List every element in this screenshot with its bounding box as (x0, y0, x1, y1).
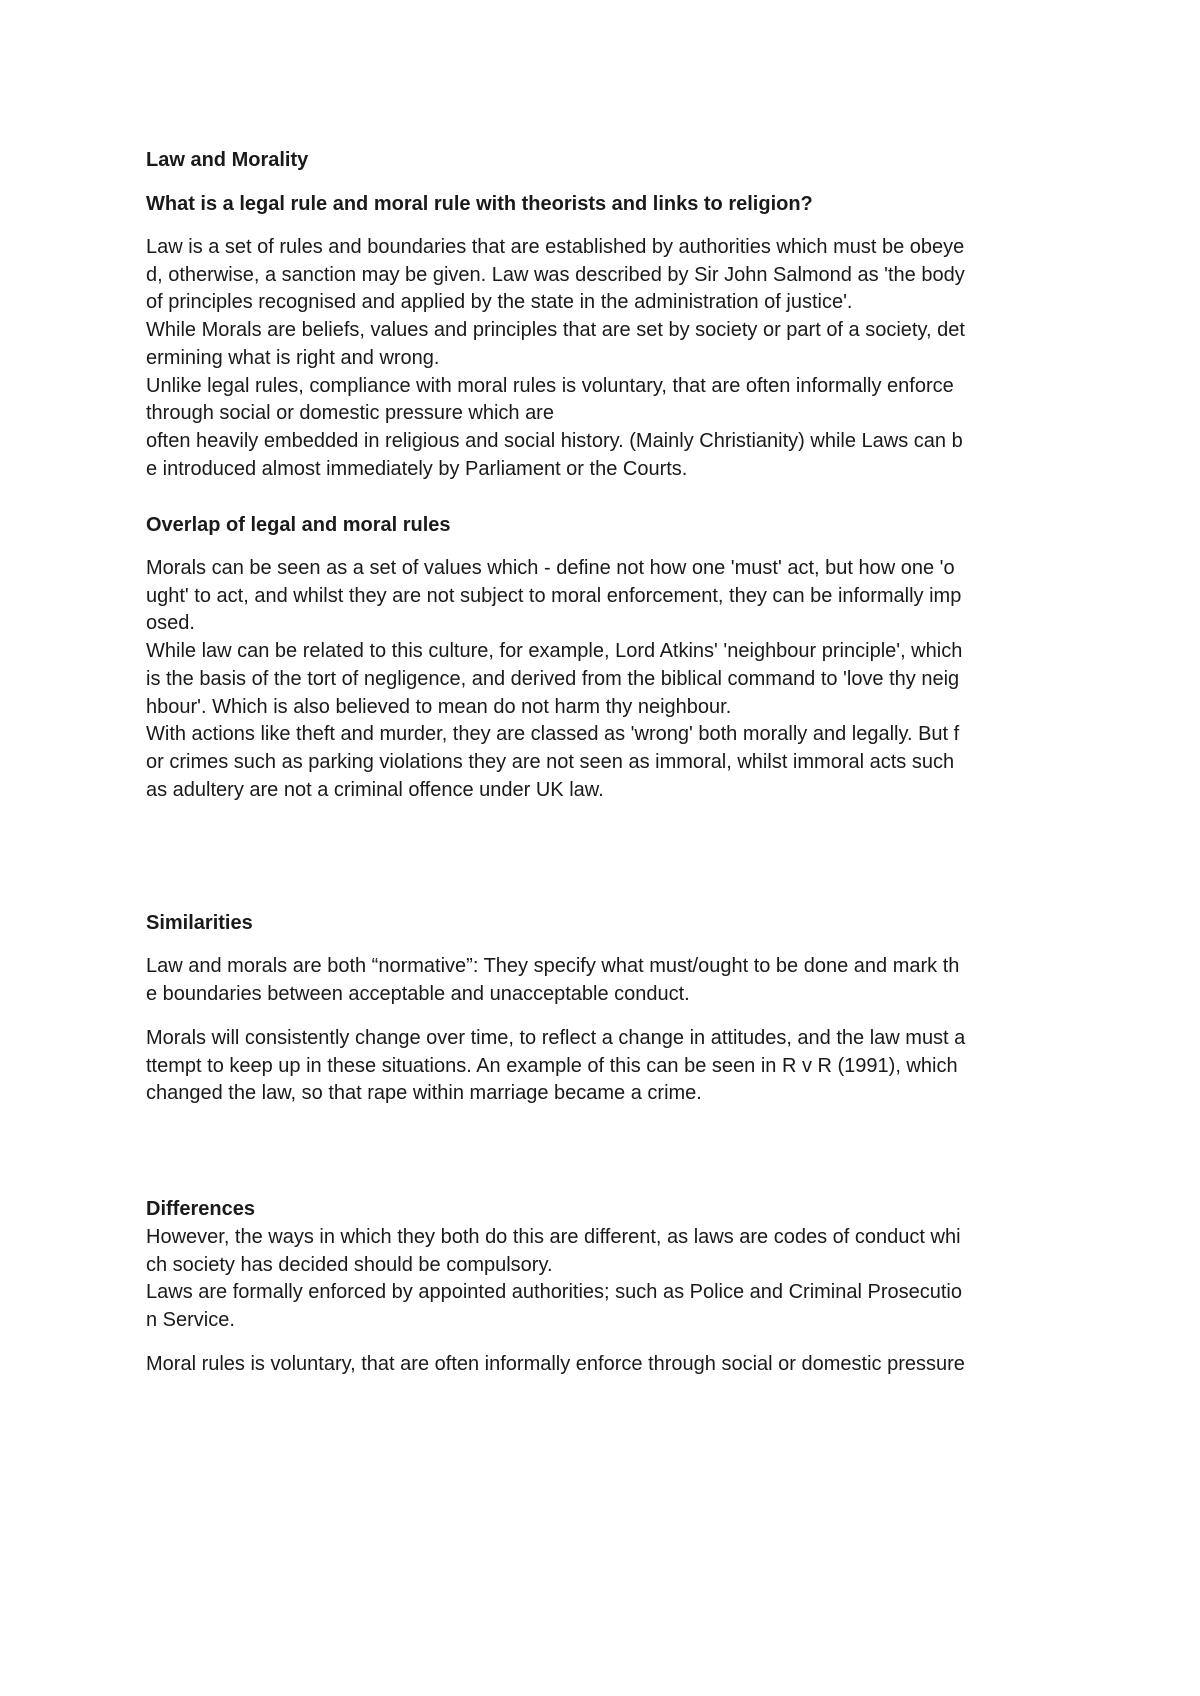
paragraph-change-over-time (146, 1025, 1066, 1108)
text-line: often heavily embedded in religious and social history. (Mainly Christianity) while Laws can b (146, 429, 963, 452)
paragraph-overlap (146, 555, 1066, 804)
text-line: hbour'. Which is also believed to mean do not harm thy neighbour. (146, 695, 732, 718)
paragraph-enforcement (146, 1224, 1066, 1335)
text-line: ught' to act, and whilst they are not subject to moral enforcement, they can be informally imp (146, 584, 962, 607)
text-line: Moral rules is voluntary, that are often informally enforce through social or domestic pressure (146, 1353, 965, 1375)
text-line: However, the ways in which they both do this are different, as laws are codes of conduct whi (146, 1226, 961, 1248)
text-line: changed the law, so that rape within marriage became a crime. (146, 1082, 702, 1105)
paragraph-legal-moral-definitions (146, 234, 1066, 483)
text-line: through social or domestic pressure which are (146, 402, 554, 425)
text-line: Laws are formally enforced by appointed authorities; such as Police and Criminal Prosecutio (146, 1281, 962, 1304)
section-heading-differences: Differences (146, 1198, 255, 1220)
text-line: is the basis of the tort of negligence, and derived from the biblical command to 'love thy neig (146, 667, 960, 690)
document-title: Law and Morality (146, 149, 309, 171)
text-line: Law and morals are both “normative”: They specify what must/ought to be done and mark th (146, 955, 960, 977)
text-line: Law is a set of rules and boundaries that are established by authorities which must be obeye (146, 236, 965, 258)
text-line: d, otherwise, a sanction may be given. Law was described by Sir John Salmond as 'the body (146, 263, 965, 286)
section-heading-legal-moral-rule: What is a legal rule and moral rule with theorists and links to religion? (146, 193, 813, 215)
text-line: ch society has decided should be compulsory. (146, 1253, 553, 1276)
paragraph-moral-voluntary (146, 1351, 1066, 1379)
text-line: or crimes such as parking violations they are not seen as immoral, whilst immoral acts such (146, 750, 955, 773)
text-line: ermining what is right and wrong. (146, 346, 440, 369)
text-line: Morals can be seen as a set of values which - define not how one 'must' act, but how one 'o (146, 557, 955, 579)
text-line: ttempt to keep up in these situations. An example of this can be seen in R v R (1991), which (146, 1054, 958, 1077)
text-line: e introduced almost immediately by Parliament or the Courts. (146, 457, 688, 480)
text-line: as adultery are not a criminal offence under UK law. (146, 778, 604, 801)
section-heading-similarities: Similarities (146, 912, 253, 934)
text-line: Unlike legal rules, compliance with moral rules is voluntary, that are often informally enforce (146, 374, 954, 397)
text-line: e boundaries between acceptable and unacceptable conduct. (146, 982, 690, 1005)
text-line: While Morals are beliefs, values and principles that are set by society or part of a society, det (146, 319, 965, 342)
text-line: While law can be related to this culture, for example, Lord Atkins' 'neighbour principle', which (146, 640, 963, 663)
text-line: With actions like theft and murder, they are classed as 'wrong' both morally and legally. But f (146, 723, 960, 746)
text-line: Morals will consistently change over time, to reflect a change in attitudes, and the law must a (146, 1027, 966, 1049)
paragraph-normative (146, 953, 1066, 1008)
text-line: n Service. (146, 1309, 235, 1332)
text-line: of principles recognised and applied by the state in the administration of justice'. (146, 291, 853, 314)
text-line: osed. (146, 612, 195, 635)
section-heading-overlap: Overlap of legal and moral rules (146, 514, 451, 536)
